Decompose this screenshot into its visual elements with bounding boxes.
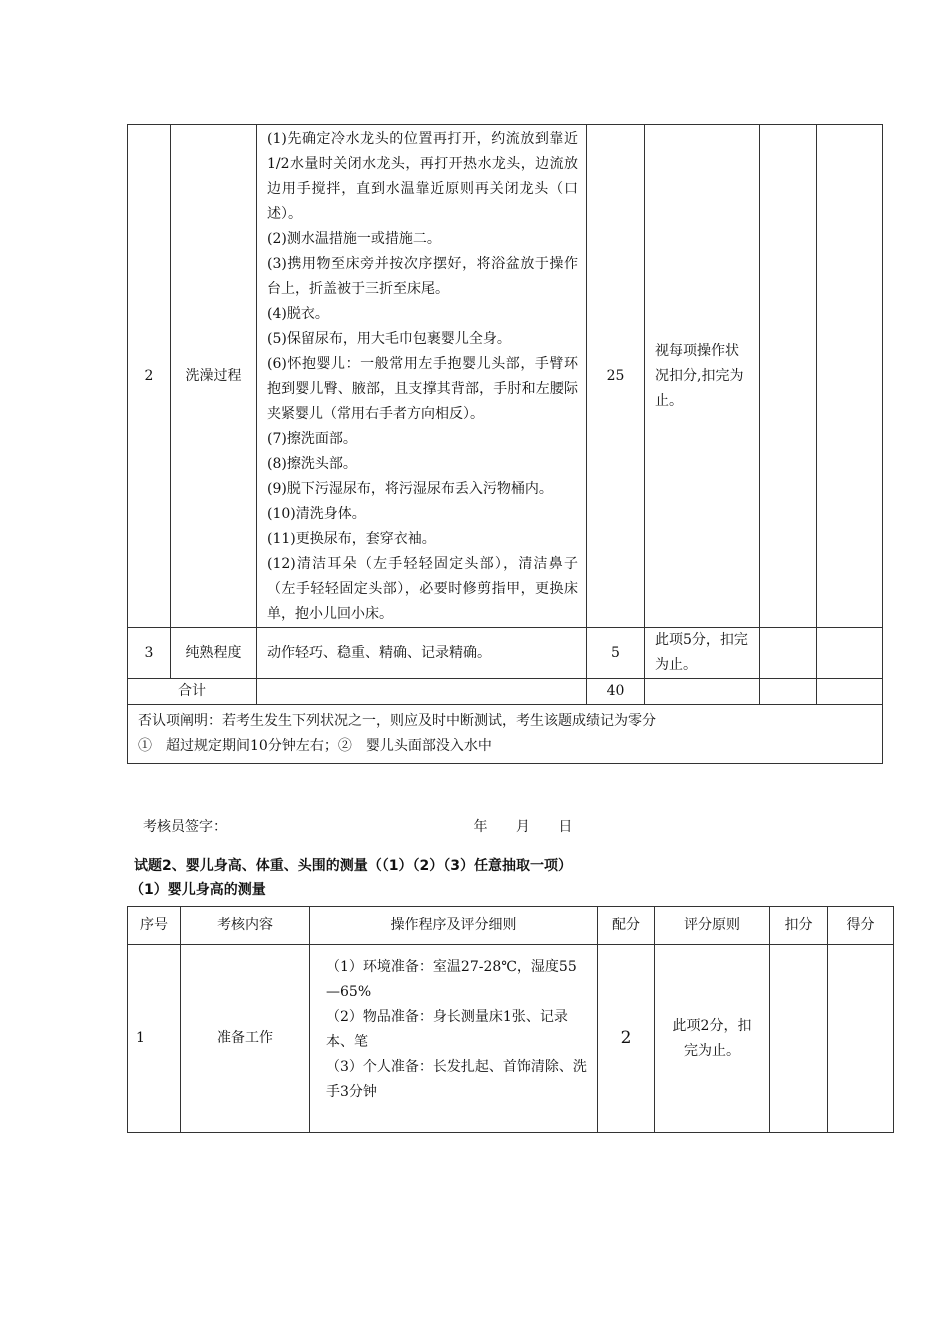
examiner-signature-label: 考核员签字：	[143, 819, 227, 835]
step: (12)清洁耳朵（左手轻轻固定头部），清洁鼻子（左手轻轻固定头部），必要时修剪指甲，更换床单，抱小儿回小床。	[267, 556, 578, 622]
question-subtitle: （1）婴儿身高的测量	[130, 882, 266, 898]
header-cell: 得分	[828, 907, 894, 945]
score-allotted: 5	[587, 628, 645, 679]
step: (2)测水温措施一或措施二。	[267, 231, 441, 247]
step: (11)更换尿布，套穿衣袖。	[267, 531, 436, 547]
step: (3)携用物至床旁并按次序摆好，将浴盆放于操作台上，折盖被于三折至床尾。	[267, 256, 578, 297]
header-cell: 序号	[128, 907, 181, 945]
empty-cell	[257, 679, 587, 705]
procedure-steps: 动作轻巧、稳重、精确、记录精确。	[257, 628, 587, 679]
total-label: 合计	[128, 679, 257, 705]
score-cell	[828, 945, 894, 1133]
date-month: 月	[515, 819, 530, 835]
row-number: 1	[128, 945, 181, 1133]
table-row	[128, 945, 894, 1133]
step: （1）环境准备：室温27-28℃，湿度55—65%	[326, 959, 577, 1000]
empty-cell	[760, 679, 817, 705]
deduction-cell	[760, 125, 817, 628]
step: (9)脱下污湿尿布，将污湿尿布丢入污物桶内。	[267, 481, 553, 497]
date-day: 日	[558, 819, 573, 835]
header-cell: 扣分	[770, 907, 828, 945]
step: (8)擦洗头部。	[267, 456, 357, 472]
table-row	[128, 628, 883, 679]
total-row	[128, 679, 883, 705]
row-number: 3	[128, 628, 171, 679]
table-header	[128, 907, 894, 945]
note-row	[128, 705, 883, 764]
header-cell: 操作程序及评分细则	[310, 907, 598, 945]
assessment-item: 洗澡过程	[171, 125, 257, 628]
veto-note-line: 否认项阐明：若考生发生下列状况之一，则应及时中断测试，考生该题成绩记为零分	[138, 713, 656, 729]
empty-cell	[645, 679, 760, 705]
empty-cell	[817, 679, 883, 705]
question-title: 试题2、婴儿身高、体重、头围的测量（（1）（2）（3）任意抽取一项）	[134, 858, 572, 874]
step: (7)擦洗面部。	[267, 431, 357, 447]
score-allotted: 2	[598, 945, 655, 1133]
step: (5)保留尿布，用大毛巾包裹婴儿全身。	[267, 331, 511, 347]
total-score: 40	[587, 679, 645, 705]
scoring-table-height	[127, 906, 894, 1133]
header-cell: 考核内容	[181, 907, 310, 945]
assessment-item: 准备工作	[181, 945, 310, 1133]
deduction-cell	[760, 628, 817, 679]
procedure-steps	[257, 125, 587, 628]
score-cell	[817, 125, 883, 628]
scoring-rule: 此项5分，扣完为止。	[645, 628, 760, 679]
step: (1)先确定冷水龙头的位置再打开，约流放到靠近1/2水量时关闭水龙头，再打开热水龙头，边流放边用手搅拌，直到水温靠近原则再关闭龙头（口述）。	[267, 131, 578, 222]
step: (10)清洗身体。	[267, 506, 366, 522]
scoring-rule: 视每项操作状况扣分,扣完为止。	[645, 125, 760, 628]
deduction-cell	[770, 945, 828, 1133]
score-allotted: 25	[587, 125, 645, 628]
procedure-steps	[310, 945, 598, 1133]
signature-line	[143, 816, 572, 836]
scoring-table-bath	[127, 124, 883, 764]
step: (4)脱衣。	[267, 306, 329, 322]
date-year: 年	[473, 819, 488, 835]
assessment-item: 纯熟程度	[171, 628, 257, 679]
step: (6)怀抱婴儿：一般常用左手抱婴儿头部，手臂环抱到婴儿臀、腋部，且支撑其背部，手肘和左腰际夹紧婴儿（常用右手者方向相反）。	[267, 356, 578, 422]
step: （2）物品准备：身长测量床1张、记录本、笔	[326, 1009, 568, 1050]
scoring-rule: 此项2分，扣完为止。	[655, 945, 770, 1133]
score-cell	[817, 628, 883, 679]
header-cell: 评分原则	[655, 907, 770, 945]
step: （3）个人准备：长发扎起、首饰清除、洗手3分钟	[326, 1059, 587, 1100]
veto-note	[128, 705, 883, 764]
header-cell: 配分	[598, 907, 655, 945]
veto-note-line: ① 超过规定期间10分钟左右；② 婴儿头面部没入水中	[138, 738, 492, 754]
row-number: 2	[128, 125, 171, 628]
table-row	[128, 125, 883, 628]
